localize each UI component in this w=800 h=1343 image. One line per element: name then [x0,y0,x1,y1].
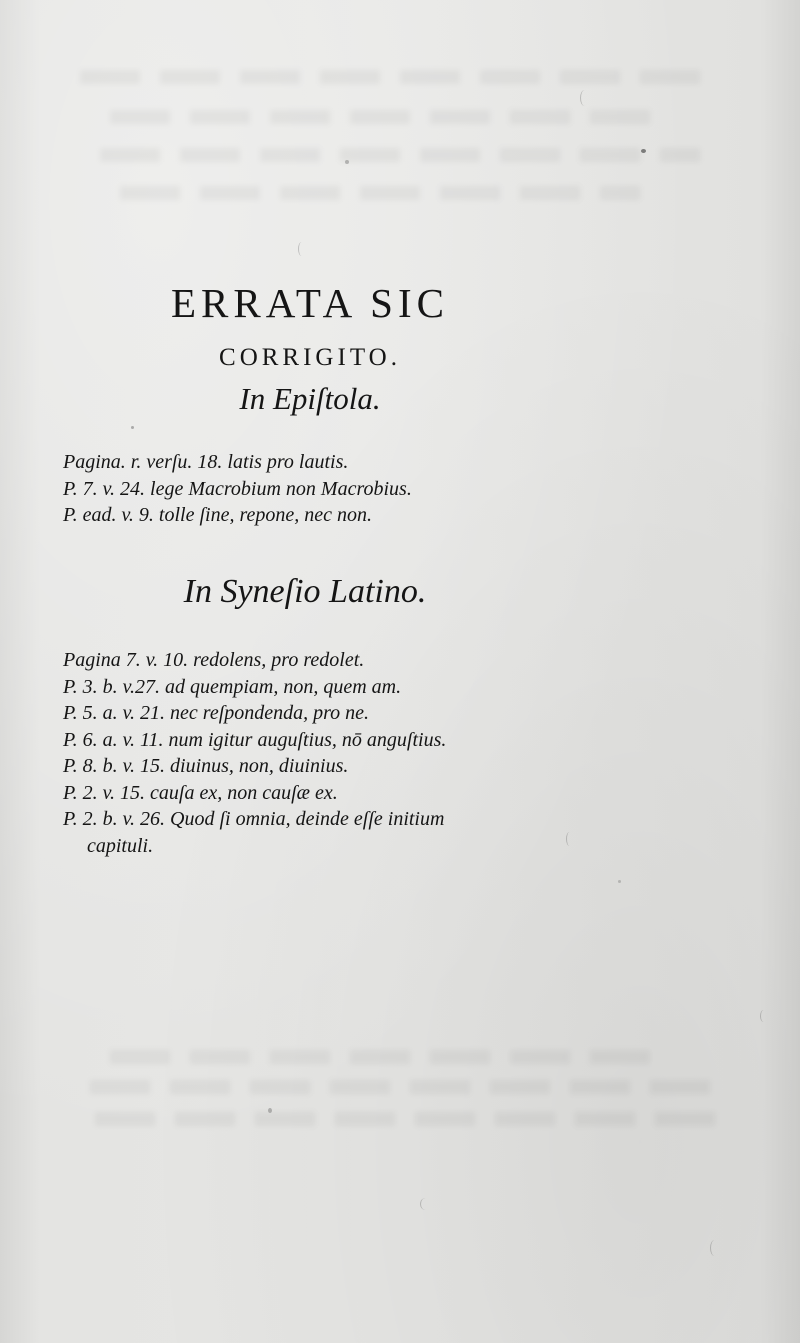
paper-speck [131,426,134,429]
epistola-heading: In Epiſtola. [239,381,381,416]
errata-entry: P. 3. b. v.27. ad quempiam, non, quem am. [63,675,402,698]
errata-entry: P. 2. b. v. 26. Quod ſi omnia, deinde eſſe initium [63,808,445,830]
show-through [120,186,640,200]
errata-entry: P. 2. v. 15. cauſa ex, non cauſæ ex. [63,781,338,804]
paper-fiber [566,832,573,846]
paper-speck [618,880,621,883]
errata-entry-continuation: capituli. [87,834,154,857]
paper-fiber [580,90,589,106]
errata-title: ERRATA SIC [171,280,449,326]
show-through [110,110,670,124]
synesio-heading: In Syneſio Latino. [183,573,427,610]
epistola-errata-list [63,449,412,529]
errata-entry: P. 6. a. v. 11. num igitur auguſtius, nō anguſtius. [63,728,447,751]
errata-entry: P. 7. v. 24. lege Macrobium non Macrobius. [63,477,412,500]
errata-entry: P. 5. a. v. 21. nec reſpondenda, pro ne. [63,702,370,724]
paper-fiber [420,1198,431,1210]
errata-entry: P. 8. b. v. 15. diuinus, non, diuinius. [63,755,349,777]
paper-speck [641,149,646,153]
paper-speck [345,160,349,164]
errata-entry: Pagina 7. v. 10. redolens, pro redolet. [63,649,365,671]
show-through [110,1050,670,1064]
errata-entry: Pagina. r. verſu. 18. latis pro lautis. [63,451,349,473]
paper-fiber [298,242,305,256]
paper-fiber [760,1010,767,1022]
errata-title-second-line: CORRIGITO. [219,344,401,371]
errata-entry: P. ead. v. 9. tolle ſine, repone, nec non. [63,504,372,526]
show-through [100,148,700,162]
show-through [90,1080,710,1094]
paper-speck [268,1108,272,1113]
paper-fiber [710,1240,719,1256]
synesio-errata-list [63,647,446,859]
show-through [80,70,720,84]
show-through [95,1112,735,1126]
